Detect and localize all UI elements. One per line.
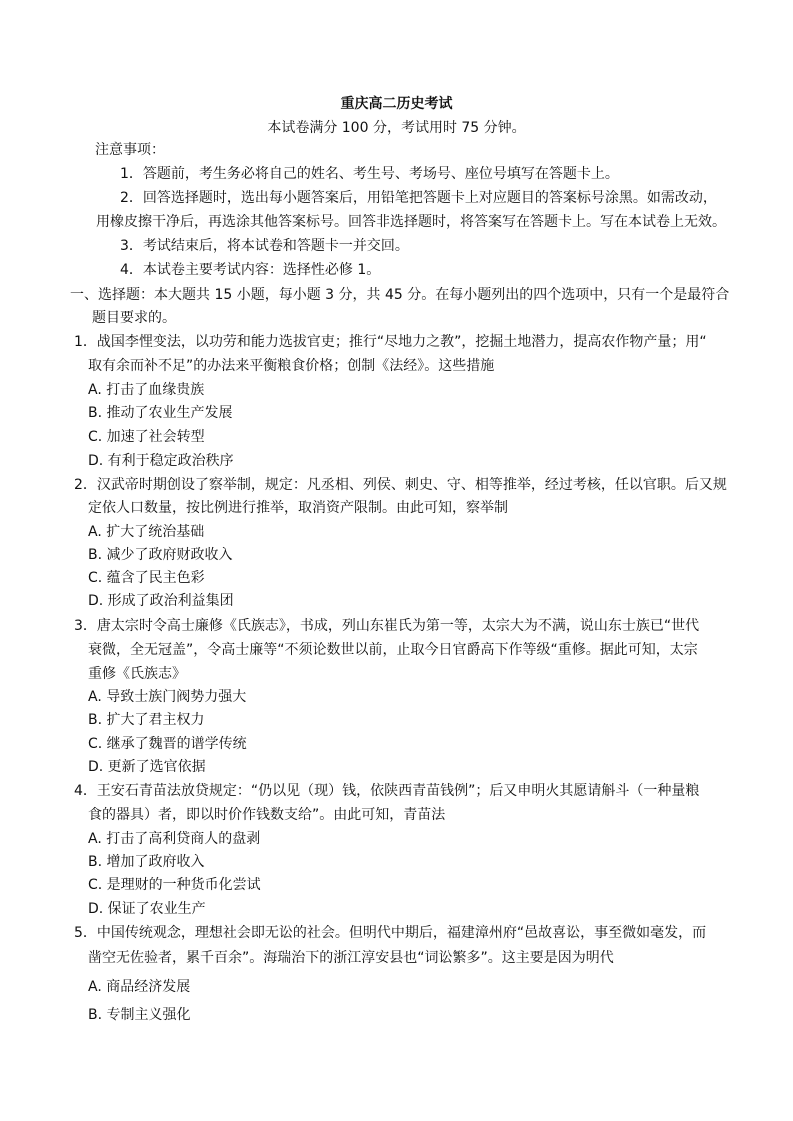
- answer-option: D. 更新了选官依据: [88, 759, 206, 775]
- answer-option: A. 商品经济发展: [88, 979, 191, 995]
- question-stem: 凿空无佐验者，累千百余”。海瑞治下的浙江淳安县也“词讼繁多”。这主要是因为明代: [88, 950, 614, 966]
- answer-option: B. 推动了农业生产发展: [88, 405, 233, 421]
- note-item: 2．回答选择题时，选出每小题答案后，用铅笔把答题卡上对应题目的答案标号涂黑。如需改动，: [120, 190, 717, 206]
- question-stem: 4．王安石青苗法放贷规定：“仍以见（现）钱，依陕西青苗钱例”；后又申明火其愿请斛斗（一种量粮: [74, 783, 700, 799]
- note-item: 3．考试结束后，将本试卷和答题卡一并交回。: [120, 238, 409, 254]
- note-item: 4．本试卷主要考试内容：选择性必修 1。: [120, 262, 381, 278]
- answer-option: D. 有利于稳定政治秩序: [88, 453, 234, 469]
- question-stem: 重修《氏族志》: [88, 666, 186, 682]
- question-stem: 取有余而补不足”的办法来平衡粮食价格；创制《法经》。这些措施: [88, 358, 495, 374]
- answer-option: D. 形成了政治利益集团: [88, 593, 234, 609]
- answer-option: B. 增加了政府收入: [88, 854, 205, 870]
- question-stem: 衰微，全无冠盖”，令高士廉等“不须论数世以前，止取今日官爵高下作等级“重修。据此可知，太宗: [88, 642, 698, 658]
- note-item: 1．答题前，考生务必将自己的姓名、考生号、考场号、座位号填写在答题卡上。: [120, 166, 619, 182]
- page-title: 重庆高二历史考试: [340, 96, 453, 112]
- answer-option: A. 导致士族门阀势力强大: [88, 689, 247, 705]
- question-stem: 3．唐太宗时令高士廉修《氏族志》，书成，列山东崔氏为第一等，太宗大为不满，说山东士族已“世代: [74, 618, 700, 634]
- answer-option: C. 加速了社会转型: [88, 429, 205, 445]
- question-stem: 2．汉武帝时期创设了察举制，规定：凡丞相、列侯、刺史、守、相等推举，经过考核，任以官职。后又规: [74, 477, 727, 493]
- answer-option: B. 减少了政府财政收入: [88, 547, 233, 563]
- page-subtitle: 本试卷满分 100 分，考试用时 75 分钟。: [267, 120, 526, 136]
- section-heading-cont: 题目要求的。: [92, 310, 176, 326]
- question-stem: 定依人口数量，按比例进行推举，取消资产限制。由此可知，察举制: [88, 500, 508, 516]
- question-stem: 1．战国李悝变法，以功劳和能力选拔官吏；推行“尽地力之教”，挖掘土地潜力，提高农作物产量；用“: [74, 334, 707, 350]
- note-item: 用橡皮擦干净后，再选涂其他答案标号。回答非选择题时，将答案写在答题卡上。写在本试卷上无效。: [96, 214, 726, 230]
- question-stem: 食的器具）者，即以时价作钱数支给”。由此可知，青苗法: [88, 807, 446, 823]
- answer-option: B. 扩大了君主权力: [88, 712, 205, 728]
- answer-option: A. 打击了高利贷商人的盘剥: [88, 831, 261, 847]
- answer-option: A. 打击了血缘贵族: [88, 382, 205, 398]
- answer-option: C. 蕴含了民主色彩: [88, 570, 205, 586]
- answer-option: B. 专制主义强化: [88, 1007, 191, 1023]
- answer-option: A. 扩大了统治基础: [88, 524, 205, 540]
- answer-option: C. 是理财的一种货币化尝试: [88, 877, 261, 893]
- section-heading: 一、选择题：本大题共 15 小题，每小题 3 分，共 45 分。在每小题列出的四个选项中，只有一个是最符合: [70, 287, 730, 303]
- answer-option: D. 保证了农业生产: [88, 901, 206, 917]
- answer-option: C. 继承了魏晋的谱学传统: [88, 736, 247, 752]
- question-stem: 5．中国传统观念，理想社会即无讼的社会。但明代中期后，福建漳州府“邑故喜讼，事至微如毫发，而: [74, 925, 707, 941]
- notes-heading: 注意事项：: [95, 142, 165, 158]
